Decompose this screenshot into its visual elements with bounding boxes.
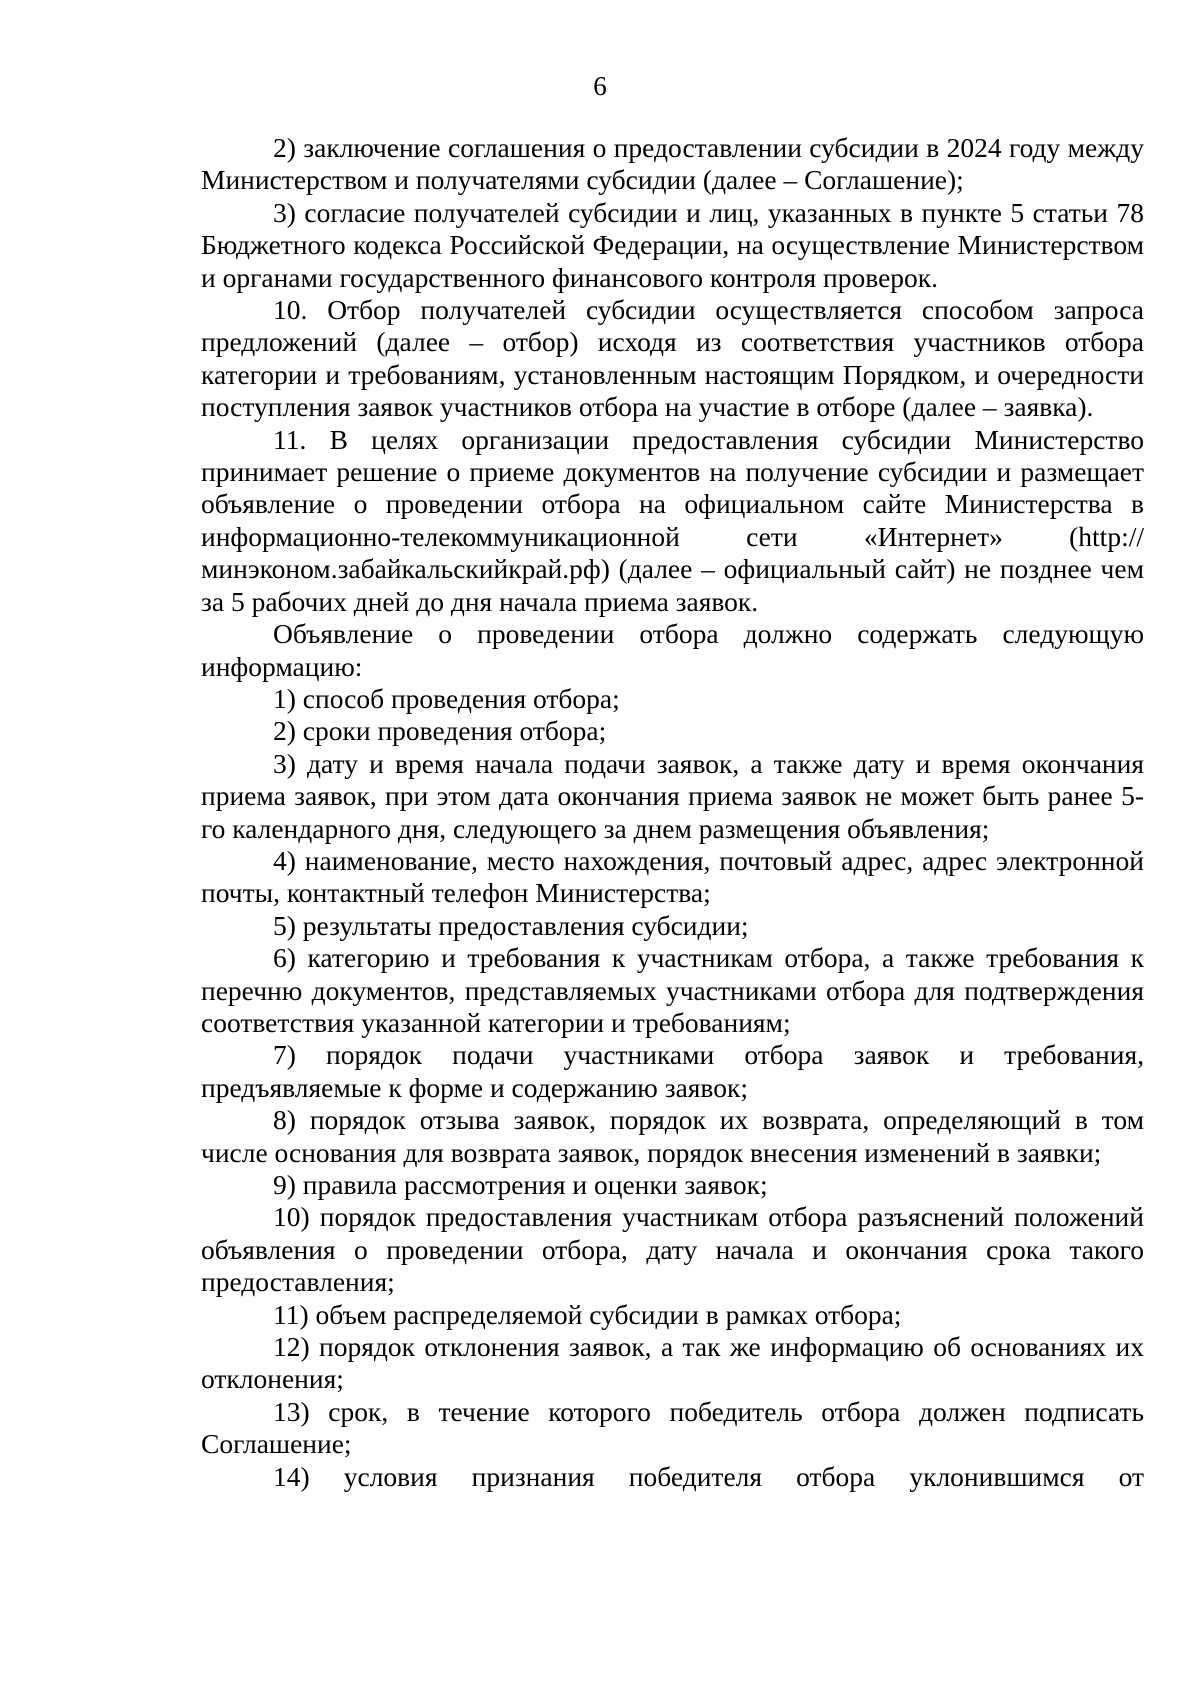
list-item-11: 11) объем распределяемой субсидии в рамках отбора; [273, 1298, 902, 1330]
paragraph-3-consent: 3) согласие получателей субсидии и лиц, указанных в пункте 5 статьи 78 Бюджетного кодекса Российской Федерации, на осуществление Министерством и органами государственного финансового контроля проверок. [201, 196, 1144, 293]
paragraph-2-agreement: 2) заключение соглашения о предоставлении субсидии в 2024 году между Министерством и получателями субсидии (далее – Соглашение); [201, 132, 1144, 196]
page-number: 6 [593, 71, 607, 101]
paragraph-10-selection: 10. Отбор получателей субсидии осуществляется способом запроса предложений (далее – отбор) исходя из соответствия участников отбора категории и требованиям, установленным настоящим Порядком, и очередности поступления заявок участников отбора на участие в отборе (далее – заявка). [201, 294, 1144, 423]
list-item-1: 1) способ проведения отбора; [273, 682, 620, 714]
list-item-7: 7) порядок подачи участниками отбора заявок и требования, предъявляемые к форме и содержанию заявок; [201, 1039, 1144, 1103]
list-item-9: 9) правила рассмотрения и оценки заявок; [273, 1169, 768, 1200]
paragraph-11-announcement: 11. В целях организации предоставления субсидии Министерство принимает решение о приеме документов на получение субсидии и размещает объявление о проведении отбора на официальном сайте Министерства в информационно-телекоммуникационной сети «Интернет» (http://минэконом.забайкальскийкрай.рф) (далее – официальный сайт) не позднее чем за 5 рабочих дней до дня начала приема заявок. [201, 423, 1144, 617]
list-item-6: 6) категорию и требования к участникам отбора, а также требования к перечню документов, представляемых участниками отбора для подтверждения соответствия указанной категории и требованиям; [201, 942, 1144, 1038]
list-item-4: 4) наименование, место нахождения, почтовый адрес, адрес электронной почты, контактный телефон Министерства; [201, 844, 1144, 909]
list-item-5: 5) результаты предоставления субсидии; [273, 909, 749, 941]
document-body [201, 132, 1144, 1493]
list-item-12: 12) порядок отклонения заявок, а так же информацию об основаниях их отклонения; [201, 1331, 1144, 1395]
paragraph-announcement-content: Объявление о проведении отбора должно содержать следующую информацию: [201, 618, 1144, 682]
list-item-3: 3) дату и время начала подачи заявок, а также дату и время окончания приема заявок, при этом дата окончания приема заявок не может быть ранее 5-го календарного дня, следующего за днем размещения объявления; [201, 747, 1144, 844]
list-item-2: 2) сроки проведения отбора; [273, 715, 607, 747]
list-item-8: 8) порядок отзыва заявок, порядок их возврата, определяющий в том числе основания для возврата заявок, порядок внесения изменений в заявки; [201, 1104, 1144, 1168]
list-item-14: 14) условия признания победителя отбора уклонившимся от [273, 1460, 1144, 1492]
list-item-10: 10) порядок предоставления участникам отбора разъяснений положений объявления о проведении отбора, дату начала и окончания срока такого предоставления; [201, 1201, 1144, 1298]
list-item-13: 13) срок, в течение которого победитель отбора должен подписать Соглашение; [201, 1395, 1144, 1460]
